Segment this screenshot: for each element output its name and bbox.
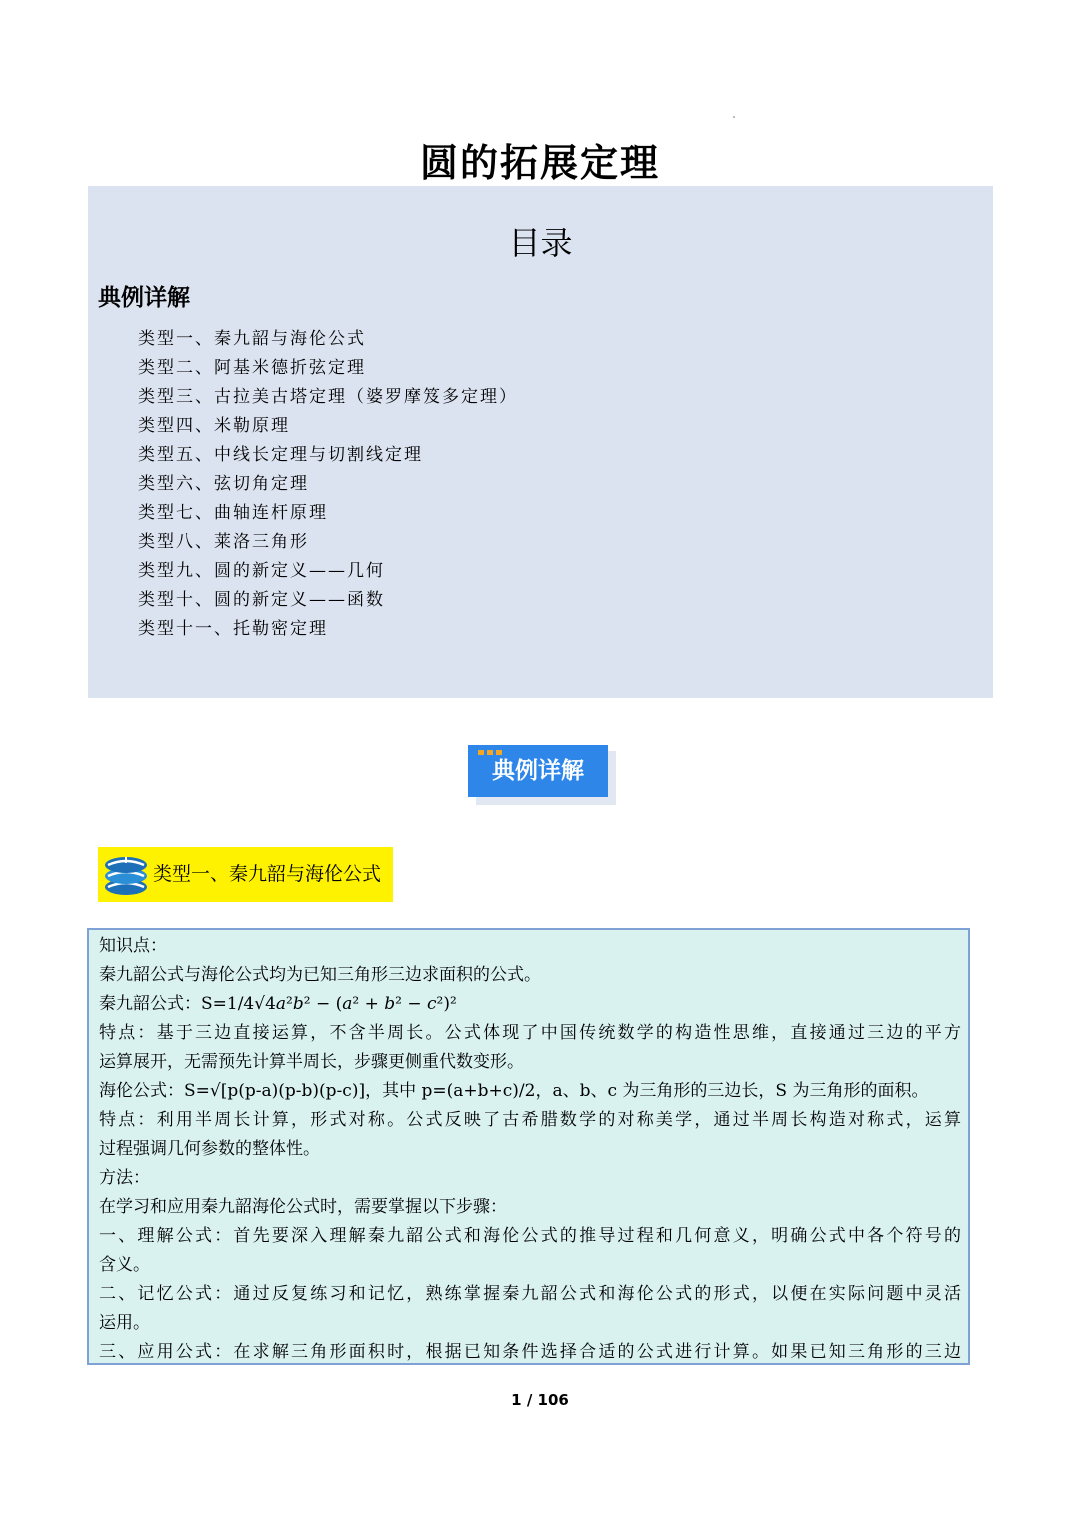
toc-section-title: 典例详解 [98, 285, 190, 311]
knowledge-line: 在学习和应用秦九韶海伦公式时，需要掌握以下步骤： [99, 1197, 507, 1217]
toc-item[interactable]: 类型十一、托勒密定理 [138, 619, 328, 639]
knowledge-line: 特点：基于三边直接运算，不含半周长。公式体现了中国传统数学的构造性思维，直接通过三边的平方 [99, 1023, 961, 1043]
toc-item[interactable]: 类型三、古拉美古塔定理（婆罗摩笈多定理） [138, 387, 518, 407]
toc-heading: 目录 [508, 224, 573, 262]
knowledge-line: 一、理解公式：首先要深入理解秦九韶公式和海伦公式的推导过程和几何意义，明确公式中各个符号的 [99, 1226, 961, 1246]
type-one-header [98, 847, 393, 902]
knowledge-line: 特点：利用半周长计算，形式对称。公式反映了古希腊数学的对称美学，通过半周长构造对称式，运算 [99, 1110, 961, 1130]
books-icon [102, 851, 150, 899]
section-badge [468, 743, 618, 807]
toc-item[interactable]: 类型二、阿基米德折弦定理 [138, 358, 366, 378]
toc-item[interactable]: 类型七、曲轴连杆原理 [138, 503, 328, 523]
knowledge-line: 三、应用公式：在求解三角形面积时，根据已知条件选择合适的公式进行计算。如果已知三角形的三边 [99, 1342, 961, 1362]
knowledge-line: 知识点： [99, 936, 167, 956]
knowledge-line: 海伦公式：S=√[p(p-a)(p-b)(p-c)]，其中 p=(a+b+c)/2，a、b、c 为三角形的三边长，S 为三角形的面积。 [99, 1081, 929, 1101]
toc-item[interactable]: 类型九、圆的新定义——几何 [138, 561, 385, 581]
toc-list [138, 325, 518, 644]
toc-item[interactable]: 类型八、莱洛三角形 [138, 532, 309, 552]
badge-dots [478, 740, 505, 759]
knowledge-line: 含义。 [99, 1255, 150, 1275]
type-one-label: 类型一、秦九韶与海伦公式 [153, 863, 382, 885]
section-badge-label: 典例详解 [468, 745, 608, 797]
decorative-dot [733, 116, 735, 118]
knowledge-line: 二、记忆公式：通过反复练习和记忆，熟练掌握秦九韶公式和海伦公式的形式，以便在实际问题中灵活 [99, 1284, 961, 1304]
knowledge-line: 秦九韶公式与海伦公式均为已知三角形三边求面积的公式。 [99, 965, 541, 985]
toc-item[interactable]: 类型一、秦九韶与海伦公式 [138, 329, 366, 349]
toc-item[interactable]: 类型四、米勒原理 [138, 416, 290, 436]
toc-item[interactable]: 类型五、中线长定理与切割线定理 [138, 445, 423, 465]
toc-item[interactable]: 类型十、圆的新定义——函数 [138, 590, 385, 610]
page-number: 1 / 106 [511, 1391, 569, 1409]
knowledge-line: 方法： [99, 1168, 150, 1188]
knowledge-line: 过程强调几何参数的整体性。 [99, 1139, 320, 1159]
knowledge-line: 秦九韶公式：S=1/4√4𝑎²𝑏² − (𝑎² + 𝑏² − 𝑐²)² [99, 994, 457, 1014]
knowledge-line: 运用。 [99, 1313, 150, 1333]
toc-item[interactable]: 类型六、弦切角定理 [138, 474, 309, 494]
knowledge-box [87, 928, 970, 1365]
knowledge-line: 运算展开，无需预先计算半周长，步骤更侧重代数变形。 [99, 1052, 524, 1072]
page-title: 圆的拓展定理 [419, 141, 660, 185]
table-of-contents [88, 186, 993, 698]
